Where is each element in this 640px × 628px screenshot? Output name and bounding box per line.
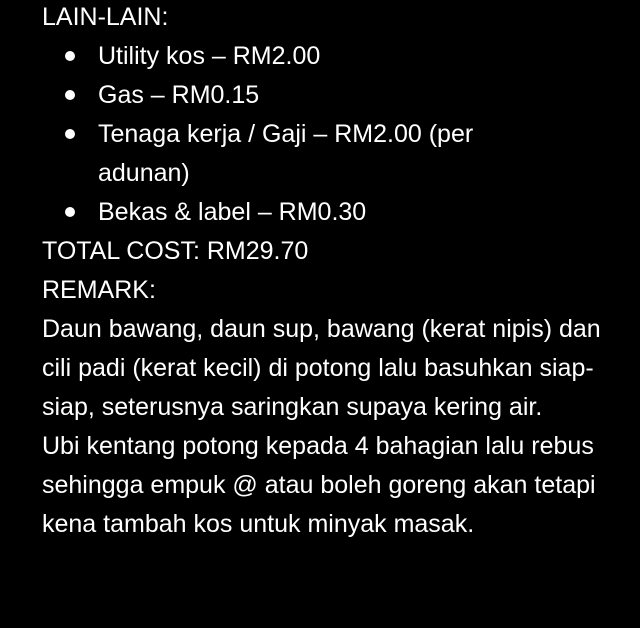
remark-heading: REMARK:	[42, 276, 156, 304]
bullet-dot-icon	[65, 51, 75, 61]
list-item-text: Utility kos – RM2.00	[98, 42, 321, 70]
total-cost: TOTAL COST: RM29.70	[42, 237, 309, 265]
list-item	[42, 37, 538, 76]
list-item-text: Gas – RM0.15	[98, 81, 260, 109]
note-content	[42, 0, 622, 544]
list-item	[42, 193, 538, 232]
bullet-dot-icon	[65, 90, 75, 100]
bullet-dot-icon	[65, 207, 75, 217]
list-item	[42, 115, 538, 193]
list-item	[42, 76, 538, 115]
bullet-dot-icon	[65, 129, 75, 139]
lain-lain-heading: LAIN-LAIN:	[42, 3, 169, 31]
list-item-text: Bekas & label – RM0.30	[98, 198, 367, 226]
remark-paragraph: Ubi kentang potong kepada 4 bahagian lalu rebus sehingga empuk @ atau boleh goreng akan tetapi kena tambah kos untuk minyak masak.	[42, 432, 596, 538]
lain-lain-list	[42, 37, 622, 232]
remark-paragraph: Daun bawang, daun sup, bawang (kerat nipis) dan cili padi (kerat kecil) di potong lalu basuhkan siap-siap, seterusnya saringkan supaya kering air.	[42, 315, 601, 421]
list-item-text: Tenaga kerja / Gaji – RM2.00 (per adunan)	[98, 120, 474, 187]
